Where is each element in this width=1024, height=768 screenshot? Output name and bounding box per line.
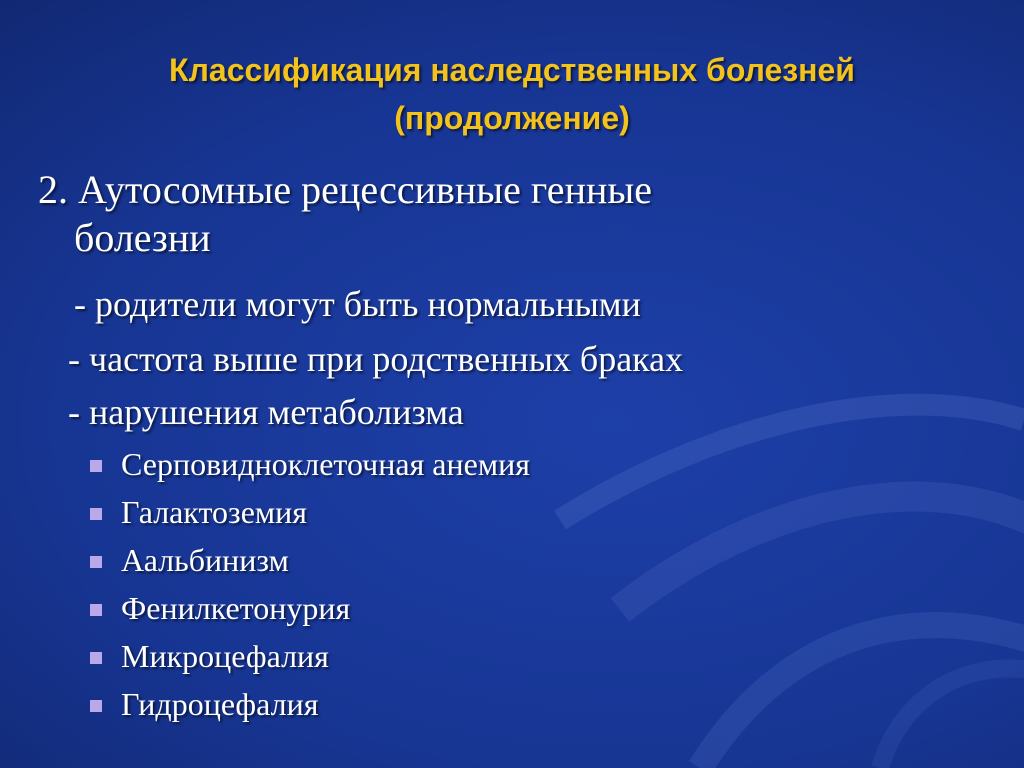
slide-title: Классификация наследственных болезней [169, 52, 855, 88]
list-item [88, 682, 530, 730]
dash-item-parents: - родители могут быть нормальными [74, 284, 641, 324]
section-heading-line-1: 2. Аутосомные рецессивные генные [38, 167, 653, 212]
list-item-label: Галактоземия [121, 494, 307, 530]
list-item-label: Гидроцефалия [121, 686, 319, 722]
list-item [88, 442, 530, 490]
list-item [88, 586, 530, 634]
list-item [88, 490, 530, 538]
square-bullet-icon [90, 508, 102, 520]
list-item-label: Серповидноклеточная анемия [121, 446, 530, 482]
list-item-label: Аальбинизм [121, 542, 289, 578]
list-item [88, 538, 530, 586]
slide-subtitle: (продолжение) [394, 100, 630, 136]
section-heading-line-2: болезни [74, 215, 211, 260]
square-bullet-icon [90, 652, 102, 664]
dash-item-metabolism: - нарушения метаболизма [68, 392, 464, 432]
list-item-label: Микроцефалия [121, 638, 329, 674]
disease-list [88, 442, 530, 730]
list-item [88, 634, 530, 682]
square-bullet-icon [90, 460, 102, 472]
dash-item-frequency: - частота выше при родственных браках [68, 339, 684, 379]
square-bullet-icon [90, 700, 102, 712]
list-item-label: Фенилкетонурия [121, 590, 351, 626]
square-bullet-icon [90, 556, 102, 568]
section-heading [38, 166, 938, 262]
square-bullet-icon [90, 604, 102, 616]
